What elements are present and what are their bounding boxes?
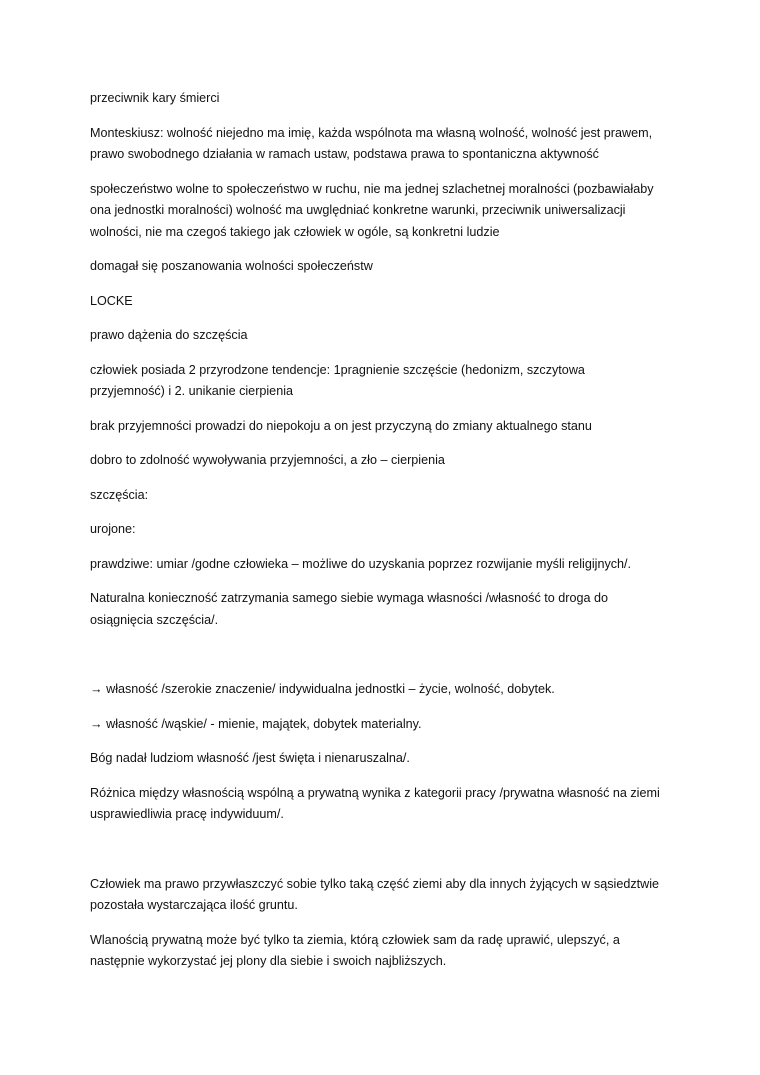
paragraph bbox=[90, 588, 690, 631]
paragraph bbox=[90, 748, 690, 770]
blank-gap bbox=[90, 644, 690, 679]
text-line: Człowiek ma prawo przywłaszczyć sobie tylko taką część ziemi aby dla innych żyjących w sąsiedztwie bbox=[90, 876, 660, 891]
text-line: domagał się poszanowania wolności społeczeństw bbox=[90, 259, 373, 273]
paragraph bbox=[90, 874, 690, 917]
text-line: ona jednostki moralności) wolność ma uwględniać konkretne warunki, przeciwnik uniwersalizacji bbox=[90, 203, 626, 217]
paragraph bbox=[90, 88, 690, 110]
paragraph bbox=[90, 450, 690, 472]
paragraph bbox=[90, 554, 690, 576]
paragraph bbox=[90, 256, 690, 278]
paragraph bbox=[90, 519, 690, 541]
text-line: wolności, nie ma czegoś takiego jak człowiek w ogóle, są konkretni ludzie bbox=[90, 224, 500, 239]
section-a bbox=[90, 88, 690, 631]
text-line: Wlanością prywatną może być tylko ta ziemia, którą człowiek sam da radę uprawić, ulepszyć, a bbox=[90, 932, 620, 947]
text-line: Monteskiusz: wolność niejedno ma imię, każda wspólnota ma własną wolność, wolność jest prawem, bbox=[90, 125, 653, 140]
text-line: → własność /wąskie/ - mienie, majątek, dobytek materialny. bbox=[90, 716, 422, 731]
paragraph bbox=[90, 416, 690, 438]
text-line: dobro to zdolność wywoływania przyjemności, a zło – cierpienia bbox=[90, 453, 445, 467]
text-line: przeciwnik kary śmierci bbox=[90, 91, 220, 105]
text-line: przyjemność) i 2. unikanie cierpienia bbox=[90, 384, 293, 398]
paragraph bbox=[90, 485, 690, 507]
section-c bbox=[90, 874, 690, 973]
paragraph bbox=[90, 930, 690, 973]
text-line: brak przyjemności prowadzi do niepokoju a on jest przyczyną do zmiany aktualnego stanu bbox=[90, 418, 592, 433]
text-line: następnie wykorzystać jej plony dla siebie i swoich najbliższych. bbox=[90, 954, 447, 968]
paragraph bbox=[90, 123, 690, 166]
text-line: Naturalna konieczność zatrzymania samego siebie wymaga własności /własność to droga do bbox=[90, 591, 608, 605]
text-line: → własność /szerokie znaczenie/ indywidualna jednostki – życie, wolność, dobytek. bbox=[90, 682, 555, 696]
paragraph bbox=[90, 179, 690, 244]
text-line: usprawiedliwia pracę indywiduum/. bbox=[90, 807, 284, 821]
paragraph bbox=[90, 783, 690, 826]
text-line: szczęścia: bbox=[90, 487, 149, 502]
section-b bbox=[90, 679, 690, 826]
text-line: Różnica między własnością wspólną a prywatną wynika z kategorii pracy /prywatna własność na ziemi bbox=[90, 785, 660, 800]
text-line: społeczeństwo wolne to społeczeństwo w ruchu, nie ma jednej szlachetnej moralności (pozbawiałaby bbox=[90, 181, 654, 196]
arrow-paragraph bbox=[90, 679, 690, 701]
text-line: pozostała wystarczająca ilość gruntu. bbox=[90, 898, 298, 912]
text-line: człowiek posiada 2 przyrodzone tendencje: 1pragnienie szczęście (hedonizm, szczytowa bbox=[90, 362, 585, 377]
text-line: urojone: bbox=[90, 522, 136, 536]
paragraph bbox=[90, 325, 690, 347]
paragraph bbox=[90, 360, 690, 403]
blank-gap bbox=[90, 839, 690, 874]
section-heading bbox=[90, 291, 690, 313]
arrow-paragraph bbox=[90, 714, 690, 736]
text-line: prawo dążenia do szczęścia bbox=[90, 328, 248, 342]
text-line: prawdziwe: umiar /godne człowieka – możliwe do uzyskania poprzez rozwijanie myśli religijnych/. bbox=[90, 556, 632, 571]
text-line: prawo swobodnego działania w ramach ustaw, podstawa prawa to spontaniczna aktywność bbox=[90, 147, 599, 161]
text-line: osiągnięcia szczęścia/. bbox=[90, 612, 219, 627]
text-line: Bóg nadał ludziom własność /jest święta i nienaruszalna/. bbox=[90, 751, 410, 765]
text-line: LOCKE bbox=[90, 293, 133, 308]
document-body bbox=[90, 88, 690, 986]
